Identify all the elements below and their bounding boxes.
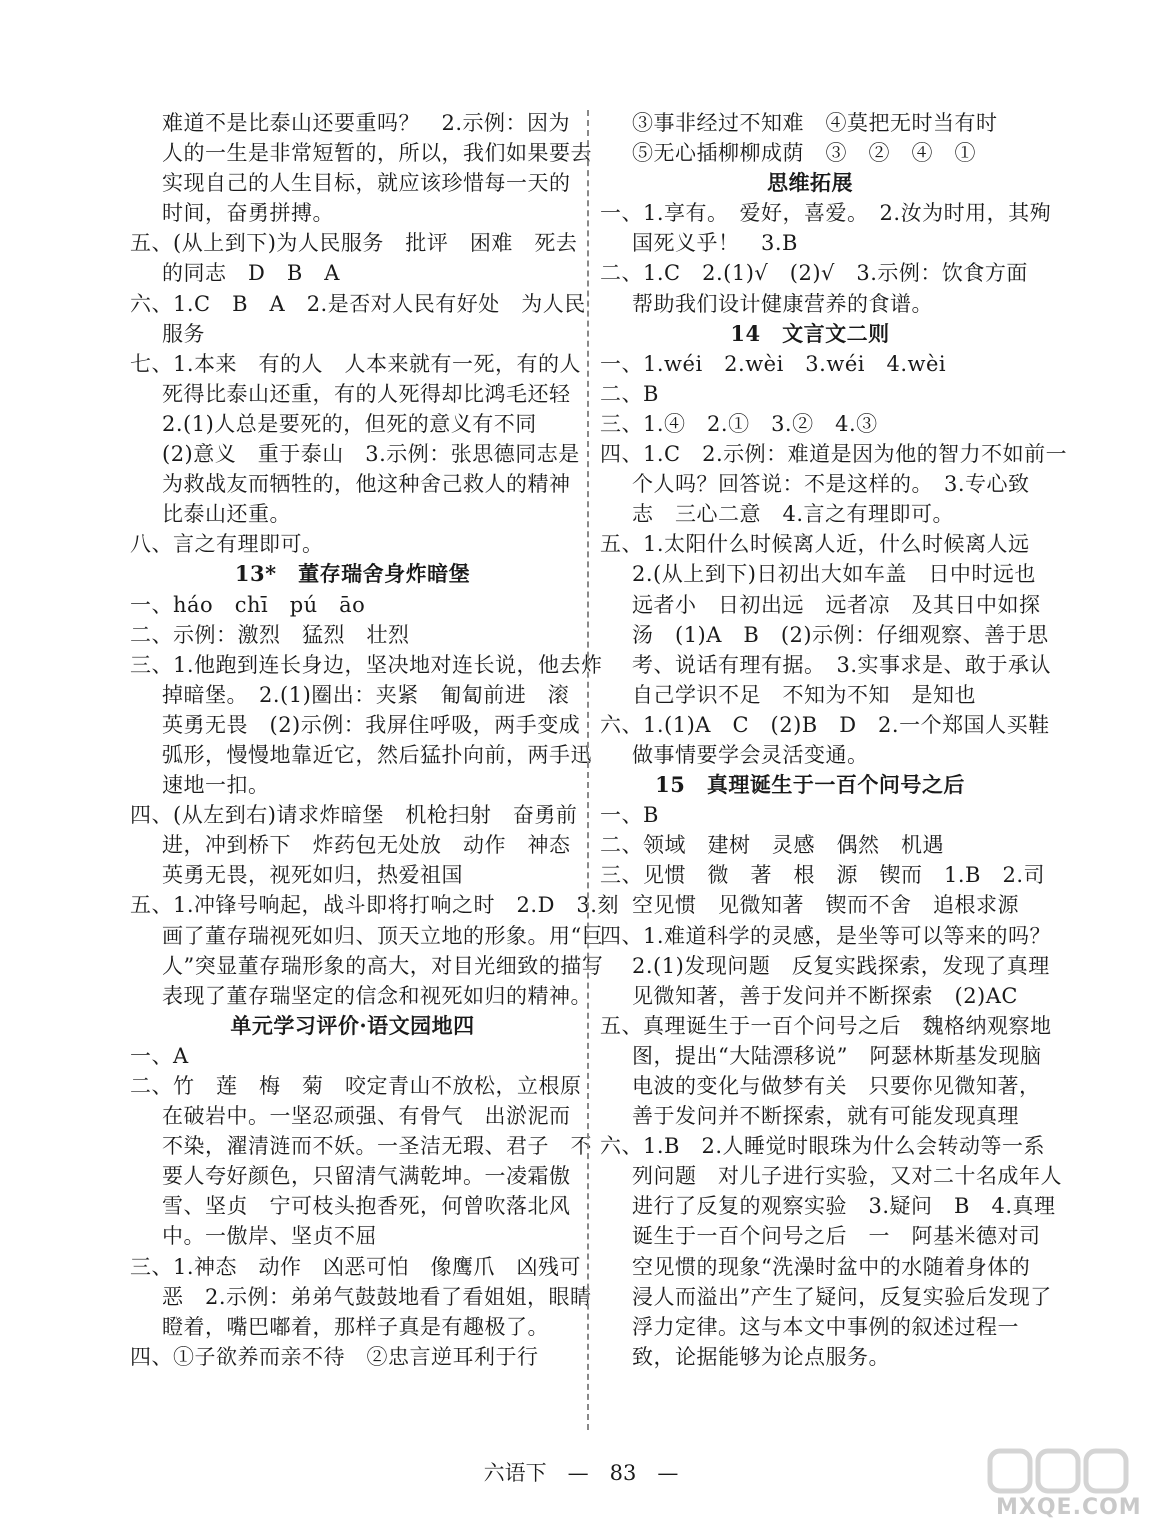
section-heading: 15 真理诞生于一百个问号之后 <box>655 772 965 798</box>
answer-line: 英勇无畏，视死如归，热爱祖国 <box>162 863 463 888</box>
answer-line: 六、1.B 2.人睡觉时眼珠为什么会转动等一系 <box>600 1134 1046 1159</box>
answer-line: 自己学识不足 不知为不知 是知也 <box>632 682 976 707</box>
answer-line: 2.(从上到下)日初出大如车盖 日中时远也 <box>632 562 1036 587</box>
answer-line: 2.(1)人总是要死的，但死的意义有不同 <box>162 411 537 436</box>
left-column <box>130 108 619 1372</box>
answer-line: 三、1.神态 动作 凶恶可怕 像鹰爪 凶残可 <box>130 1254 582 1279</box>
answer-line: 个人吗？回答说：不是这样的。 3.专心致 <box>632 472 1030 497</box>
watermark-url: MXQE.COM <box>996 1495 1142 1520</box>
answer-line: 2.(1)发现问题 反复实践探索，发现了真理 <box>632 953 1050 978</box>
column-divider <box>587 110 589 1430</box>
answer-line: 实现自己的人生目标，就应该珍惜每一天的 <box>162 171 571 196</box>
section-heading: 14 文言文二则 <box>730 320 890 346</box>
answer-line: 在破岩中。一坚忍顽强、有骨气 出淤泥而 <box>162 1104 571 1129</box>
answer-line: 二、领域 建树 灵感 偶然 机遇 <box>600 833 944 858</box>
answer-line: 恶 2.示例：弟弟气鼓鼓地看了看姐姐，眼睛 <box>162 1284 592 1309</box>
section-heading: 思维拓展 <box>767 170 853 196</box>
answer-line: 弧形，慢慢地靠近它，然后猛扑向前，两手迅 <box>162 742 592 767</box>
answer-line: 空见惯 见微知著 锲而不舍 追根求源 <box>632 893 1019 918</box>
answer-line: 人的一生是非常短暂的，所以，我们如果要去 <box>162 141 592 166</box>
answer-line: 瞪着，嘴巴嘟着，那样子真是有趣极了。 <box>162 1314 549 1339</box>
answer-line: 时间，奋勇拼搏。 <box>162 201 334 226</box>
answer-line: 国死义乎！ 3.B <box>632 231 798 256</box>
answer-line: 进，冲到桥下 炸药包无处放 动作 神态 <box>162 833 571 858</box>
answer-line: 见微知著，善于发问并不断探索 (2)AC <box>632 983 1018 1008</box>
answer-line: 一、1.wéi 2.wèi 3.wéi 4.wèi <box>600 351 947 376</box>
answer-line: 比泰山还重。 <box>162 502 291 527</box>
answer-line: 人”突显董存瑞形象的高大，对目光细致的描写 <box>162 953 604 978</box>
answer-line: 雪、坚贞 宁可枝头抱香死，何曾吹落北风 <box>162 1194 571 1219</box>
answer-line: 四、①子欲养而亲不待 ②忠言逆耳利于行 <box>130 1344 539 1369</box>
answer-line: 善于发问并不断探索，就有可能发现真理 <box>632 1104 1019 1129</box>
answer-line: 浸人而溢出”产生了疑问，反复实验后发现了 <box>632 1284 1052 1309</box>
answer-line: 空见惯的现象“洗澡时盆中的水随着身体的 <box>632 1254 1031 1279</box>
answer-line: 八、言之有理即可。 <box>130 532 324 557</box>
section-heading: 13* 董存瑞舍身炸暗堡 <box>234 561 471 587</box>
answer-line: 做事情要学会灵活变通。 <box>632 742 869 767</box>
answer-line: 电波的变化与做梦有关 只要你见微知著， <box>632 1074 1041 1098</box>
answer-line: 七、1.本来 有的人 人本来就有一死，有的人 <box>130 351 582 376</box>
answer-line: 志 三心二意 4.言之有理即可。 <box>632 502 955 527</box>
answer-line: 二、示例：激烈 猛烈 壮烈 <box>130 622 410 647</box>
answer-line: 六、1.C B A 2.是否对人民有好处 为人民 <box>130 291 586 316</box>
answer-line: 掉暗堡。 2.(1)圈出：夹紧 匍匐前进 滚 <box>162 682 570 707</box>
answer-line: 列问题 对儿子进行实验，又对二十名成年人 <box>632 1164 1062 1189</box>
answer-line: 难道不是比泰山还要重吗？ 2.示例：因为 <box>162 111 571 135</box>
answer-line: 五、(从上到下)为人民服务 批评 困难 死去 <box>130 231 578 256</box>
watermark-logo <box>958 1445 1148 1525</box>
answer-line: 进行了反复的观察实验 3.疑问 B 4.真理 <box>632 1194 1056 1219</box>
answer-line: ③事非经过不知难 ④莫把无时当有时 <box>632 111 998 135</box>
answer-line: 不染，濯清涟而不妖。一圣洁无瑕、君子 不 <box>162 1134 592 1159</box>
answer-line: 一、1.享有。 爱好，喜爱。 2.汝为时用，其殉 <box>600 201 1052 226</box>
answer-line: 四、1.难道科学的灵感，是坐等可以等来的吗？ <box>600 923 1052 948</box>
answer-line: 二、竹 莲 梅 菊 咬定青山不放松，立根原 <box>130 1074 582 1098</box>
answer-line: 服务 <box>162 321 205 346</box>
answer-line: 五、1.冲锋号响起，战斗即将打响之时 2.D 3.刻 <box>130 893 619 918</box>
answer-line: 死得比泰山还重，有的人死得却比鸿毛还轻 <box>162 381 571 406</box>
answer-line: 三、见惯 微 著 根 源 锲而 1.B 2.司 <box>600 863 1046 888</box>
answer-line: 致，论据能够为论点服务。 <box>632 1344 890 1369</box>
answer-line: 一、A <box>130 1043 189 1068</box>
answer-line: 速地一扣。 <box>162 773 270 798</box>
answer-line: 远者小 日初出远 远者凉 及其日中如探 <box>632 592 1041 617</box>
answer-line: 三、1.他跑到连长身边，坚决地对连长说，他去炸 <box>130 652 603 677</box>
answer-line: 六、1.(1)A C (2)B D 2.一个郑国人买鞋 <box>600 712 1050 737</box>
answer-line: 三、1.④ 2.① 3.② 4.③ <box>600 411 878 436</box>
answer-line: 要人夸好颜色，只留清气满乾坤。一凌霜傲 <box>162 1164 571 1189</box>
answer-line: 汤 (1)A B (2)示例：仔细观察、善于思 <box>632 622 1049 647</box>
answer-line: 二、B <box>600 381 659 406</box>
page-footer: 六语下 — 83 — <box>483 1461 679 1485</box>
answer-line: 四、1.C 2.示例：难道是因为他的智力不如前一 <box>600 442 1068 467</box>
answer-line: 表现了董存瑞坚定的信念和视死如归的精神。 <box>162 983 592 1008</box>
answer-line: 帮助我们设计健康营养的食谱。 <box>632 291 933 316</box>
answer-line: 一、B <box>600 803 659 828</box>
answer-line: 的同志 D B A <box>162 261 340 286</box>
answer-line: 英勇无畏 (2)示例：我屏住呼吸，两手变成 <box>162 712 581 737</box>
right-column <box>600 108 1068 1372</box>
answer-stamp-icon <box>986 1445 1136 1500</box>
answer-line: 浮力定律。这与本文中事例的叙述过程一 <box>632 1314 1019 1339</box>
section-heading: 单元学习评价·语文园地四 <box>230 1012 475 1038</box>
answer-line: (2)意义 重于泰山 3.示例：张思德同志是 <box>162 442 580 467</box>
answer-line: 五、1.太阳什么时候离人近，什么时候离人远 <box>600 532 1030 557</box>
answer-line: 二、1.C 2.(1)√ (2)√ 3.示例：饮食方面 <box>600 261 1028 286</box>
answer-line: 中。一傲岸、坚贞不屈 <box>162 1224 377 1249</box>
answer-line: 图，提出“大陆漂移说” 阿瑟林斯基发现脑 <box>632 1043 1042 1068</box>
answer-line: 画了董存瑞视死如归、顶天立地的形象。用“巨 <box>162 923 604 948</box>
answer-line: 四、(从左到右)请求炸暗堡 机枪扫射 奋勇前 <box>130 803 578 828</box>
answer-line: 五、真理诞生于一百个问号之后 魏格纳观察地 <box>600 1013 1052 1038</box>
answer-line: 诞生于一百个问号之后 一 阿基米德对司 <box>632 1224 1041 1249</box>
answer-line: 为救战友而牺牲的，他这种舍己救人的精神 <box>162 472 571 497</box>
answer-line: 一、háo chī pú āo <box>130 592 366 617</box>
answer-line: 考、说话有理有据。 3.实事求是、敢于承认 <box>632 652 1052 677</box>
answer-line: ⑤无心插柳柳成荫 ③ ② ④ ① <box>632 141 976 166</box>
